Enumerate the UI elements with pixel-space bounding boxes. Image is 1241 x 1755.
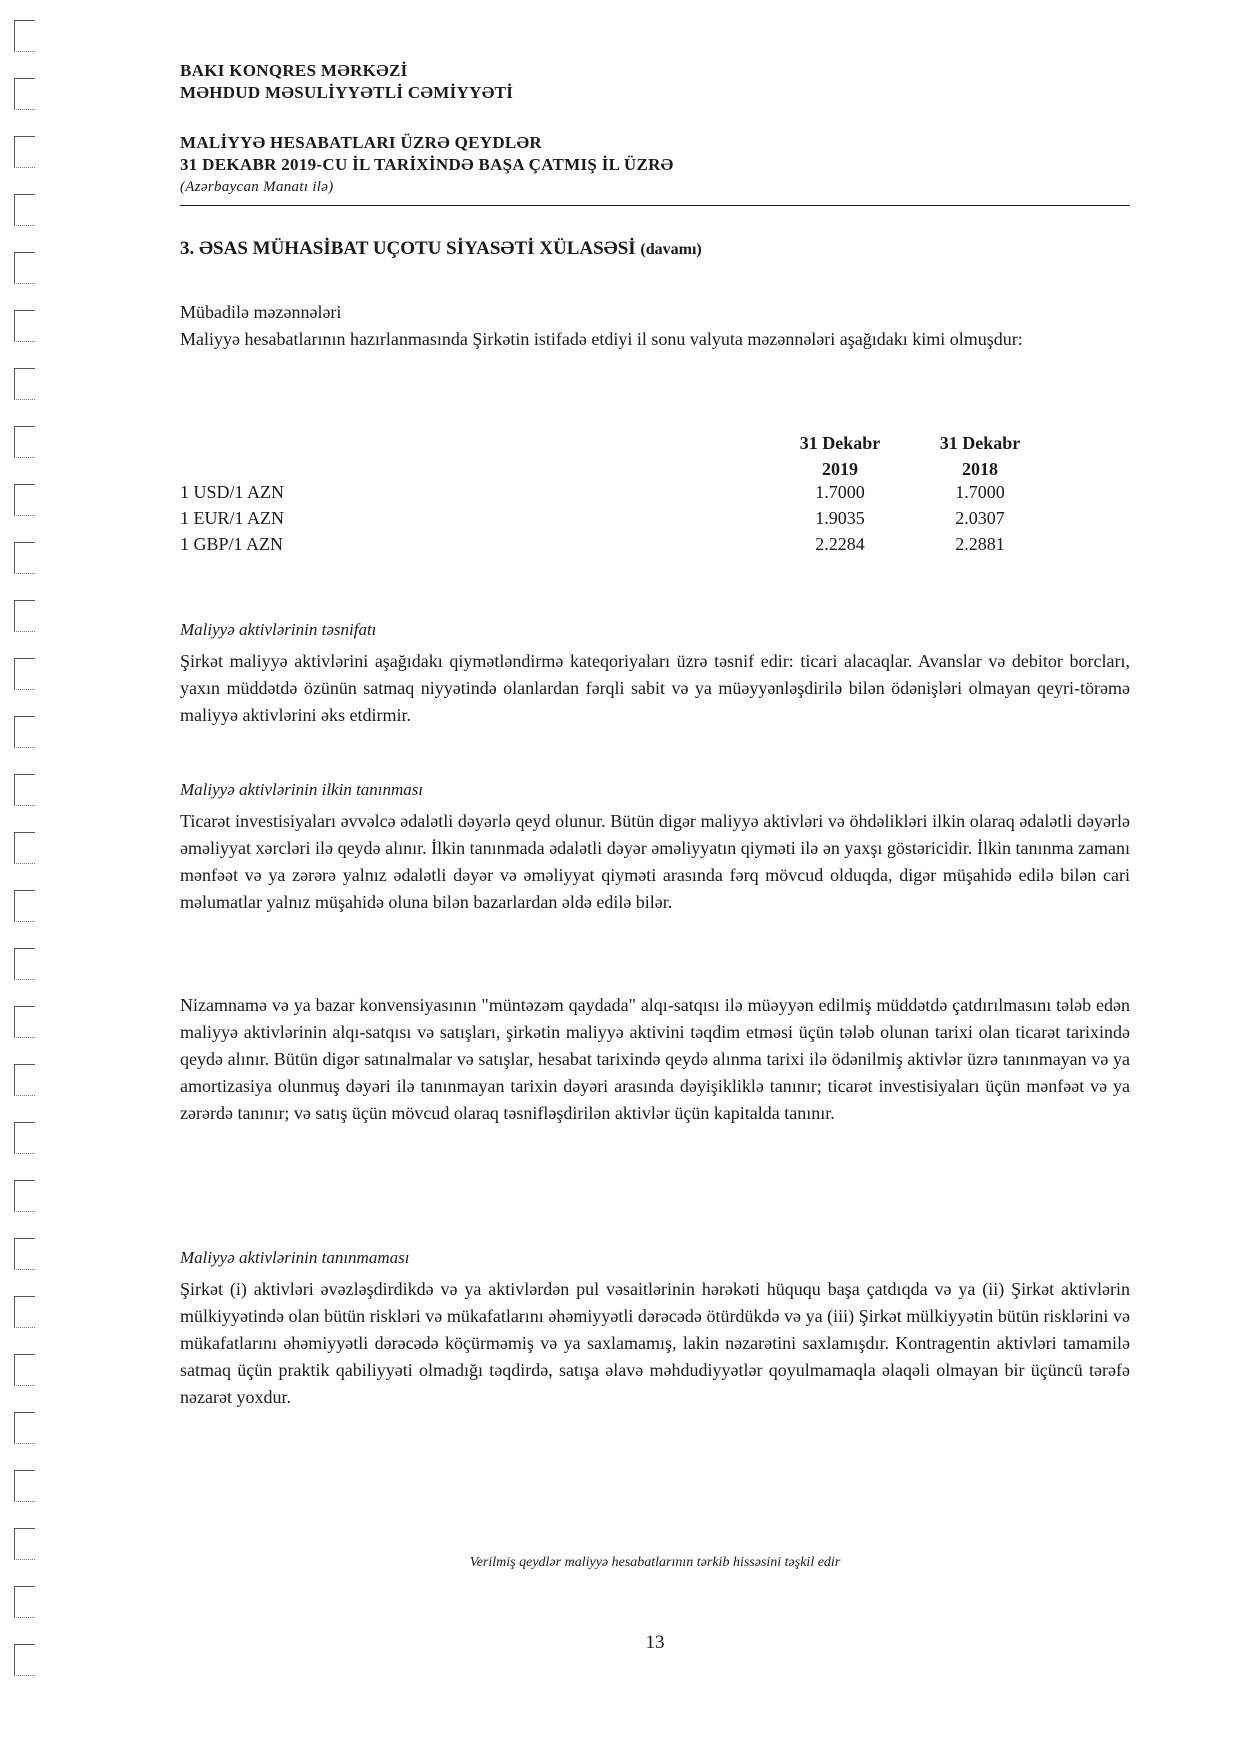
column-header-2019: 31 Dekabr 2019 <box>799 433 881 479</box>
binder-mark <box>14 542 35 574</box>
footer-note: Verilmiş qeydlər maliyyə hesabatlarının tərkib hissəsini təşkil edir <box>469 1555 841 1570</box>
binder-mark <box>14 948 35 980</box>
binder-mark <box>14 716 35 748</box>
report-title-line2: 31 DEKABR 2019-CU İL TARİXİNDƏ BAŞA ÇATMIŞ İL ÜZRƏ <box>180 155 674 174</box>
initial-recognition-heading: Maliyyə aktivlərinin ilkin tanınması <box>180 780 424 799</box>
column-header-2018: 31 Dekabr 2018 <box>939 433 1021 479</box>
classification-text: Şirkət maliyyə aktivlərini aşağıdakı qiymətləndirmə kateqoriyaları üzrə təsnif edir: ticari alacaqlar. Avanslar və debitor borcları, yaxın müddətdə özünün satmaq niyyətində olanlardan fərqli sabit və ya müəyyənləşdirilə bilən ödənişləri olmayan qeyri-törəmə maliyyə aktivlərini əks etdirmir. <box>180 651 1130 725</box>
company-header <box>180 60 513 104</box>
binder-mark <box>14 1644 35 1676</box>
table-row <box>180 508 1040 534</box>
section-title <box>180 238 702 260</box>
binder-mark <box>14 832 35 864</box>
rate-label: 1 USD/1 AZN <box>180 482 285 502</box>
binder-mark <box>14 1528 35 1560</box>
binder-mark <box>14 1586 35 1618</box>
section-title-text: 3. ƏSAS MÜHASİBAT UÇOTU SİYASƏTİ XÜLASƏSİ <box>180 238 636 259</box>
header-divider <box>180 205 1130 206</box>
company-name-line1: BAKI KONQRES MƏRKƏZİ <box>180 61 408 80</box>
initial-recognition-text: Ticarət investisiyaları əvvəlcə ədalətli dəyərlə qeyd olunur. Bütün digər maliyyə aktivləri və öhdəlikləri ilkin olaraq ədalətli dəyərlə əməliyyat xərcləri ilə qeydə alınır. İlkin tanınmada ədalətli dəyər əməliyyatın qiyməti ilə ən yaxşı göstəricidir. İlkin tanınma zamanı mənfəət və ya zərərə yalnız ədalətli dəyər və əməliyyat qiyməti arasında fərq mövcud olduqda, digər müşahidə edilə bilən cari məlumatlar yalnız müşahidə oluna bilən bazarlardan əldə edilə bilər. <box>180 811 1130 912</box>
binder-mark <box>14 1296 35 1328</box>
binder-mark <box>14 1412 35 1444</box>
binder-mark <box>14 1006 35 1038</box>
table-row <box>180 534 1040 560</box>
binder-mark <box>14 658 35 690</box>
binder-mark <box>14 136 35 168</box>
rate-2019: 2.2284 <box>815 534 865 554</box>
binder-mark <box>14 252 35 284</box>
initial-recognition-text-2: Nizamnamə və ya bazar konvensiyasının "müntəzəm qaydada" alqı-satqısı ilə müəyyən edilmiş müddətdə çatdırılmasını tələb edən maliyyə aktivlərinin alqı-satqısı və satışları, şirkətin maliyyə aktivini təqdim etməsi üçün tələb olunan tarixi olan ticarət tarixində qeydə alınır. Bütün digər satınalmalar və satışlar, hesabat tarixində qeydə alınma tarixi ilə ödənilmiş aktivlər üzrə tanınmayan və ya amortizasiya olunmuş dəyəri ilə tanınmayan tarixin dəyəri arasında dəyişikliklə tanınır; ticarət investisiyaları üçün mənfəət və ya zərərdə tanınır; və satış üçün mövcud olaraq təsnifləşdirilən aktivlər üçün kapitalda tanınır. <box>180 995 1130 1123</box>
page-number: 13 <box>645 1632 665 1653</box>
binder-mark <box>14 774 35 806</box>
binder-mark <box>14 1122 35 1154</box>
binder-mark <box>14 194 35 226</box>
binder-mark <box>14 484 35 516</box>
derecognition-heading: Maliyyə aktivlərinin tanınmaması <box>180 1248 410 1267</box>
binder-mark <box>14 1064 35 1096</box>
binder-mark <box>14 1470 35 1502</box>
rate-label: 1 GBP/1 AZN <box>180 534 284 554</box>
binder-mark <box>14 368 35 400</box>
binder-mark <box>14 1180 35 1212</box>
binder-mark <box>14 78 35 110</box>
rate-2018: 2.2881 <box>955 534 1005 554</box>
rate-2018: 2.0307 <box>955 508 1005 528</box>
rate-2019: 1.9035 <box>815 508 865 528</box>
binder-mark <box>14 1354 35 1386</box>
binder-mark <box>14 890 35 922</box>
binder-mark <box>14 600 35 632</box>
company-name-line2: MƏHDUD MƏSULİYYƏTLİ CƏMİYYƏTİ <box>180 83 514 102</box>
derecognition-text: Şirkət (i) aktivləri əvəzləşdirdikdə və ya aktivlərdən pul vəsaitlərinin hərəkəti hüququ başa çatdıqda və ya (ii) Şirkət aktivlərin mülkiyyətində olan bütün riskləri və mükafatlarını əhəmiyyətli dərəcədə ötürdükdə və ya (iii) Şirkət mülkiyyətin bütün risklərini və mükafatlarını əhəmiyyətli dərəcədə köçürməmiş və ya saxlamamış, lakin nəzarətini saxlamışdır. Kontragentin aktivləri tamamilə satmaq üçün praktik qabiliyyəti olmadığı təqdirdə, satışa əlavə məhdudiyyətlər qoyulmamaqla əlaqəli olmayan bir üçüncü tərəfə nəzarət yoxdur. <box>180 1279 1130 1407</box>
classification-heading: Maliyyə aktivlərinin təsnifatı <box>180 620 377 639</box>
exchange-intro: Maliyyə hesabatlarının hazırlanmasında Şirkətin istifadə etdiyi il sonu valyuta məzənnələri aşağıdakı kimi olmuşdur: <box>180 329 1023 349</box>
rate-2018: 1.7000 <box>955 482 1005 502</box>
binder-mark <box>14 426 35 458</box>
binder-mark <box>14 1238 35 1270</box>
section-continued: (davamı) <box>640 241 702 258</box>
rate-label: 1 EUR/1 AZN <box>180 508 285 528</box>
report-header <box>180 132 674 198</box>
exchange-heading: Mübadilə məzənnələri <box>180 302 342 322</box>
binder-mark <box>14 310 35 342</box>
binder-margin <box>8 20 48 1720</box>
currency-note: (Azərbaycan Manatı ilə) <box>180 179 334 195</box>
report-title-line1: MALİYYƏ HESABATLARI ÜZRƏ QEYDLƏR <box>180 133 542 152</box>
binder-mark <box>14 20 35 52</box>
rate-2019: 1.7000 <box>815 482 865 502</box>
table-row <box>180 482 1040 508</box>
